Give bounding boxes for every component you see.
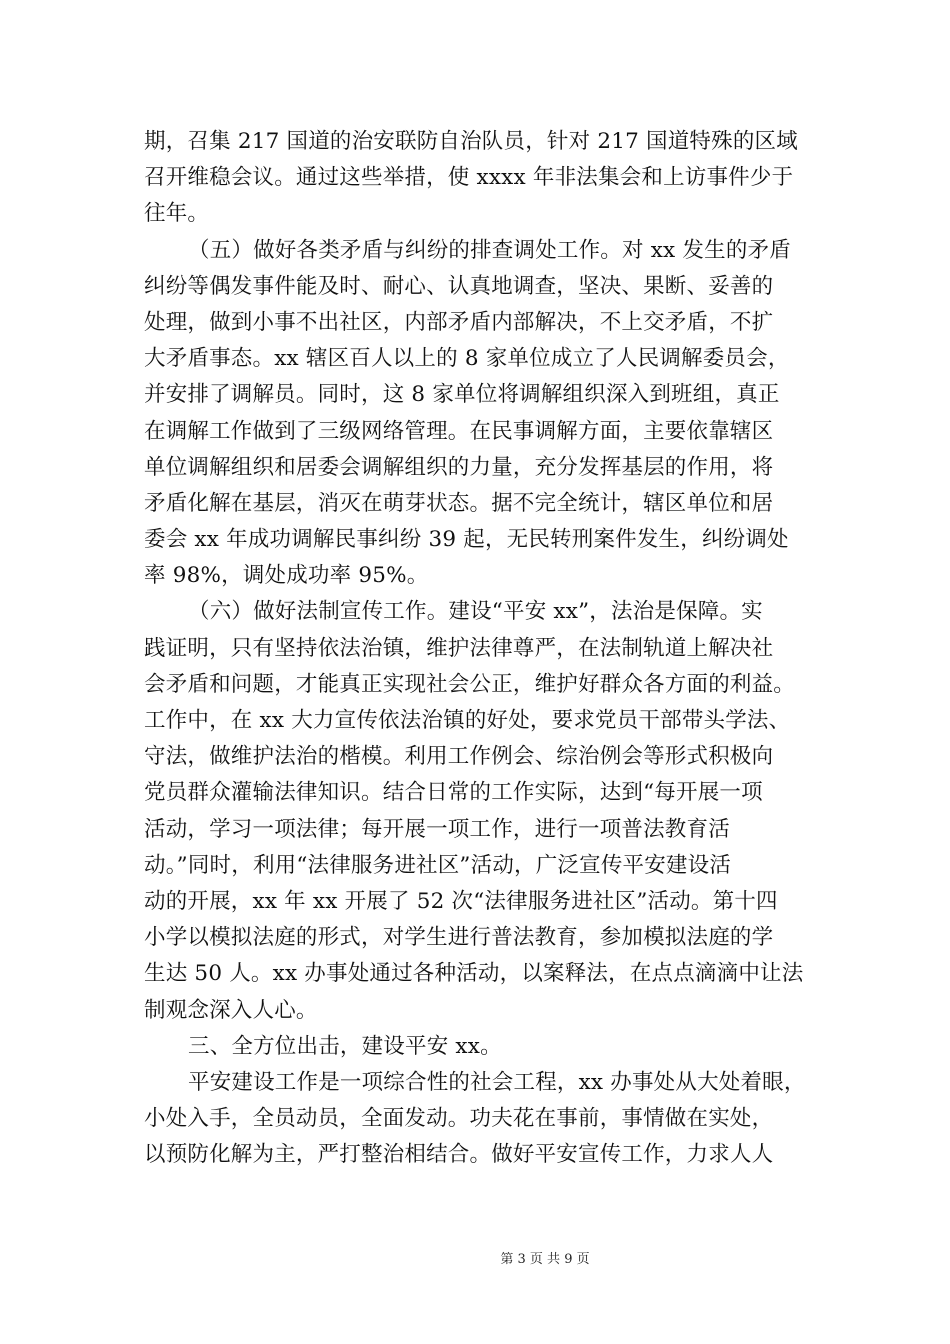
body-line: 生达 50 人。xx 办事处通过各种活动，以案释法，在点点滴滴中让法 — [144, 961, 804, 987]
body-line: 单位调解组织和居委会调解组织的力量，充分发挥基层的作用，将 — [144, 454, 774, 480]
body-line: 制观念深入人心。 — [144, 997, 318, 1023]
body-line: 工作中，在 xx 大力宣传依法治镇的好处，要求党员干部带头学法、 — [144, 708, 791, 733]
section-heading-line: （六）做好法制宣传工作。建设“平安 xx”，法治是保障。实 — [188, 599, 763, 625]
body-line: 召开维稳会议。通过这些举措，使 xxxx 年非法集会和上访事件少于 — [144, 165, 794, 191]
body-line: 纠纷等偶发事件能及时、耐心、认真地调查，坚决、果断、妥善的 — [144, 273, 774, 299]
body-line: 委会 xx 年成功调解民事纠纷 39 起，无民转刑案件发生，纠纷调处 — [144, 527, 789, 553]
body-line: 大矛盾事态。xx 辖区百人以上的 8 家单位成立了人民调解委员会， — [144, 346, 790, 372]
body-line: 小处入手，全员动员，全面发动。功夫花在事前，事情做在实处， — [144, 1106, 774, 1132]
body-line: 动的开展，xx 年 xx 开展了 52 次“法律服务进社区”活动。第十四 — [144, 888, 778, 914]
body-line: 并安排了调解员。同时，这 8 家单位将调解组织深入到班组，真正 — [144, 382, 780, 408]
page-number: 第 3 页 共 9 页 — [500, 1252, 590, 1267]
body-line: 守法，做维护法治的楷模。利用工作例会、综治例会等形式积极向 — [144, 744, 774, 770]
document-body — [144, 124, 824, 1173]
body-line: 践证明，只有坚持依法治镇，维护法律尊严，在法制轨道上解决社 — [144, 635, 774, 661]
body-line: 小学以模拟法庭的形式，对学生进行普法教育，参加模拟法庭的学 — [144, 925, 774, 951]
body-line: 党员群众灌输法律知识。结合日常的工作实际，达到“每开展一项 — [144, 780, 763, 806]
body-line: 会矛盾和问题，才能真正实现社会公正，维护好群众各方面的利益。 — [144, 671, 796, 697]
body-line: 以预防化解为主，严打整治相结合。做好平安宣传工作，力求人人 — [144, 1142, 774, 1168]
section-heading-line: （五）做好各类矛盾与纠纷的排查调处工作。对 xx 发生的矛盾 — [188, 237, 791, 263]
body-line: 处理，做到小事不出社区，内部矛盾内部解决，不上交矛盾，不扩 — [144, 309, 774, 335]
section-heading-line: 三、全方位出击，建设平安 xx。 — [188, 1033, 502, 1059]
body-line: 往年。 — [144, 201, 210, 227]
body-line: 动。”同时，利用“法律服务进社区”活动，广泛宣传平安建设活 — [144, 852, 732, 878]
body-line: 期，召集 217 国道的治安联防自治队员，针对 217 国道特殊的区域 — [144, 129, 798, 154]
body-line: 矛盾化解在基层，消灭在萌芽状态。据不完全统计，辖区单位和居 — [144, 490, 774, 516]
body-line: 活动，学习一项法律；每开展一项工作，进行一项普法教育活 — [144, 816, 730, 842]
body-line: 率 98%，调处成功率 95%。 — [144, 563, 429, 589]
body-line: 在调解工作做到了三级网络管理。在民事调解方面，主要依靠辖区 — [144, 418, 774, 444]
body-line: 平安建设工作是一项综合性的社会工程，xx 办事处从大处着眼， — [188, 1069, 806, 1095]
